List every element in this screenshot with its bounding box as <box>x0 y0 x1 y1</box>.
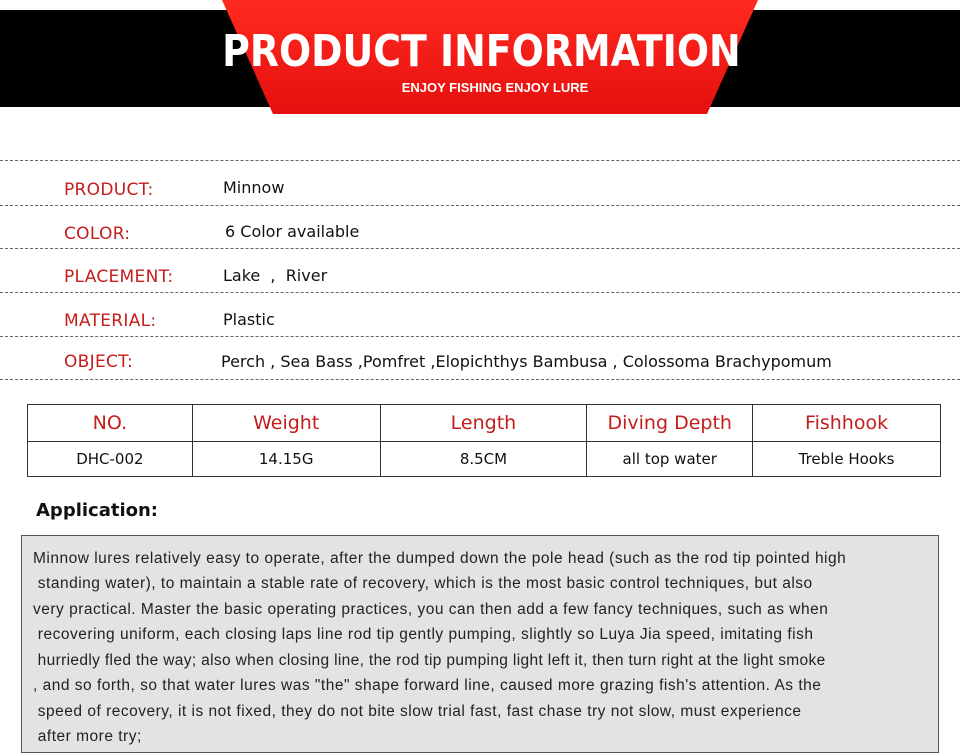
table-header: Weight <box>192 405 380 442</box>
application-line: recovering uniform, each closing laps line rod tip gently pumping, slightly so Luya Jia speed, imitating fish <box>33 626 814 643</box>
application-line: very practical. Master the basic operating practices, you can then add a few fancy techniques, such as when <box>33 601 829 618</box>
application-line: after more try; <box>33 728 142 745</box>
application-line: Minnow lures relatively easy to operate, after the dumped down the pole head (such as the rod tip pointed high <box>33 550 847 567</box>
spec-value-material: Plastic <box>223 310 275 329</box>
table-cell: DHC-002 <box>28 442 193 477</box>
application-text-box <box>21 535 939 753</box>
divider <box>0 248 960 249</box>
spec-label-object: OBJECT: <box>64 352 134 372</box>
page-title: PRODUCT INFORMATION <box>222 26 741 77</box>
table-row <box>28 442 941 477</box>
spec-value-object: Perch , Sea Bass ,Pomfret ,Elopichthys Bambusa , Colossoma Brachypomum <box>221 352 832 371</box>
table-cell: all top water <box>587 442 753 477</box>
application-heading: Application: <box>36 500 159 521</box>
divider <box>0 292 960 293</box>
application-line: speed of recovery, it is not fixed, they do not bite slow trial fast, fast chase try not slow, must experience <box>33 703 802 720</box>
page-subtitle: ENJOY FISHING ENJOY LURE <box>401 80 589 95</box>
table-header: NO. <box>28 405 193 442</box>
table-header: Fishhook <box>753 405 941 442</box>
spec-value-placement: Lake , River <box>223 266 328 285</box>
spec-label-product: PRODUCT: <box>64 180 154 200</box>
spec-label-placement: PLACEMENT: <box>64 267 174 287</box>
spec-value-product: Minnow <box>223 178 285 197</box>
spec-table <box>27 404 941 477</box>
application-line: hurriedly fled the way; also when closing line, the rod tip pumping light left it, then turn right at the light smoke <box>33 652 826 669</box>
spec-label-material: MATERIAL: <box>64 311 157 331</box>
spec-label-color: COLOR: <box>64 224 131 244</box>
divider <box>0 205 960 206</box>
divider <box>0 160 960 161</box>
divider <box>0 379 960 380</box>
table-header: Length <box>380 405 587 442</box>
table-cell: 14.15G <box>192 442 380 477</box>
application-line: standing water), to maintain a stable rate of recovery, which is the most basic control techniques, but also <box>33 575 813 592</box>
divider <box>0 336 960 337</box>
spec-value-color: 6 Color available <box>225 222 360 241</box>
table-header: Diving Depth <box>587 405 753 442</box>
application-line: , and so forth, so that water lures was "the" shape forward line, caused more grazing fish's attention. As the <box>33 677 822 694</box>
table-header-row <box>28 405 941 442</box>
table-cell: Treble Hooks <box>753 442 941 477</box>
table-cell: 8.5CM <box>380 442 587 477</box>
